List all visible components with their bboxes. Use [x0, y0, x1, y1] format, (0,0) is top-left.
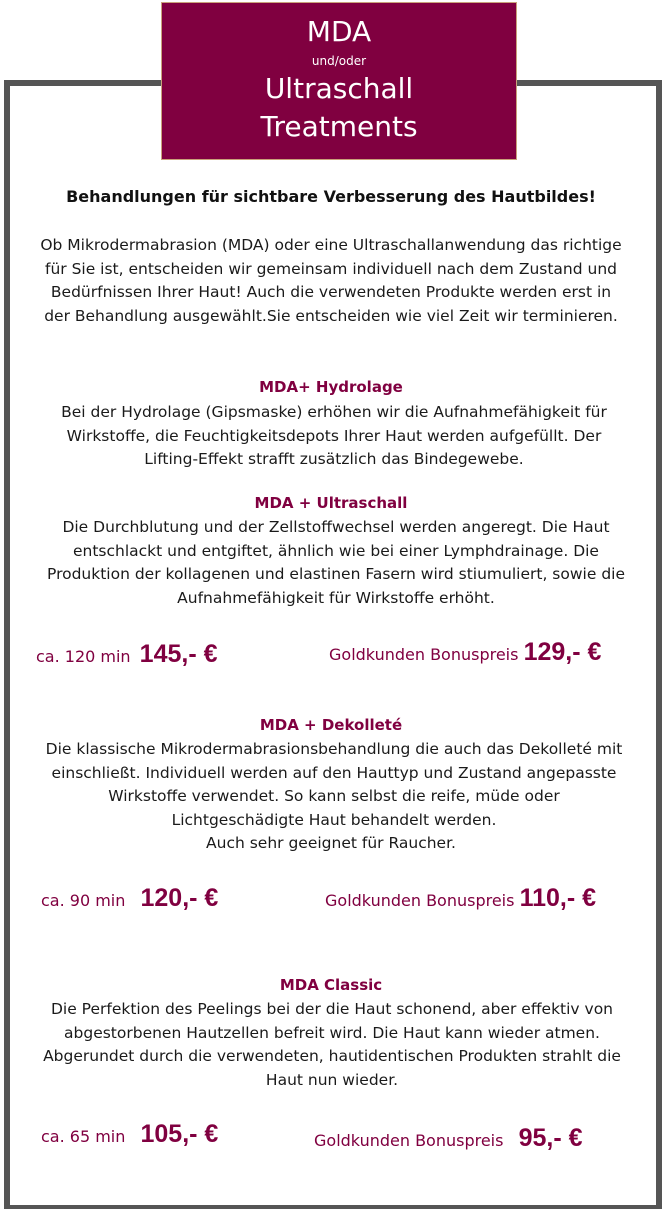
intro-headline: Behandlungen für sichtbare Verbesserung des Hautbildes! [66, 187, 596, 206]
section-title-ultraschall: MDA + Ultraschall [254, 494, 408, 512]
banner-title-mda: MDA [306, 15, 372, 48]
section-note-dekollete: Auch sehr geeignet für Raucher. [206, 834, 456, 852]
section-title-dekollete: MDA + Dekolleté [259, 716, 403, 734]
bonus-price-value: 95,- € [518, 1124, 583, 1152]
section-text-ultraschall: Die Durchblutung und der Zellstoffwechsel werden angeregt. Die Haut entschlackt und entgiftet, ähnlich wie bei einer Lymphdrainage. Die Produktion der kollagenen und elastinen Fasern wird stiumuliert, sowie die Aufnahmefähigkeit für Wirkstoffe erhöht. [47, 518, 625, 607]
section-text-dekollete: Die klassische Mikrodermabrasionsbehandlung die auch das Dekolleté mit einschließt. Individuell werden auf den Hauttyp und Zustand angepasste Wirkstoffe verwendet. So kann selbst die reife, müde oder Lichtgeschädigte Haut behandelt werden. [45, 740, 623, 829]
price-value: 145,- € [139, 640, 218, 668]
section-text-classic: Die Perfektion des Peelings bei der die Haut schonend, aber effektiv von abgestorbenen Hautzellen befreit wird. Die Haut kann wieder atmen. Abgerundet durch die verwendeten, hautidentischen Produkten strahlt die Haut nun wieder. [43, 1000, 621, 1089]
section-title-classic: MDA Classic [279, 976, 383, 994]
price-row-ultraschall [36, 640, 218, 669]
bonus-row-dekollete [325, 884, 596, 913]
title-banner [161, 2, 517, 160]
intro-text: Ob Mikrodermabrasion (MDA) oder eine Ultraschallanwendung das richtige für Sie ist, entscheiden wir gemeinsam individuell nach dem Zustand und Bedürfnissen Ihrer Haut! Auch die verwendeten Produkte werden erst in der Behandlung ausgewählt.Sie entscheiden wie viel Zeit wir terminieren. [40, 236, 622, 325]
bonus-label: Goldkunden Bonuspreis [314, 1131, 504, 1150]
bonus-row-ultraschall [329, 638, 601, 667]
bonus-label: Goldkunden Bonuspreis [325, 891, 515, 910]
bonus-row-classic [314, 1124, 583, 1153]
price-value: 105,- € [140, 1120, 219, 1148]
price-row-dekollete [41, 884, 218, 913]
duration-label: ca. 90 min [41, 891, 126, 910]
duration-label: ca. 65 min [41, 1127, 126, 1146]
section-title-hydrolage: MDA+ Hydrolage [259, 378, 403, 396]
section-text-hydrolage: Bei der Hydrolage (Gipsmaske) erhöhen wir die Aufnahmefähigkeit für Wirkstoffe, die Feuchtigkeitsdepots Ihrer Haut werden aufgefüllt. Der Lifting-Effekt strafft zusätzlich das Bindegewebe. [61, 403, 607, 468]
bonus-label: Goldkunden Bonuspreis [329, 645, 519, 664]
price-value: 120,- € [140, 884, 219, 912]
banner-title-ultraschall: Ultraschall [264, 72, 414, 105]
bonus-price-value: 110,- € [519, 884, 597, 912]
price-row-classic [41, 1120, 218, 1149]
bonus-price-value: 129,- € [523, 638, 602, 666]
duration-label: ca. 120 min [36, 647, 131, 666]
banner-title-treatments: Treatments [260, 110, 418, 143]
banner-subtitle: und/oder [311, 54, 367, 68]
